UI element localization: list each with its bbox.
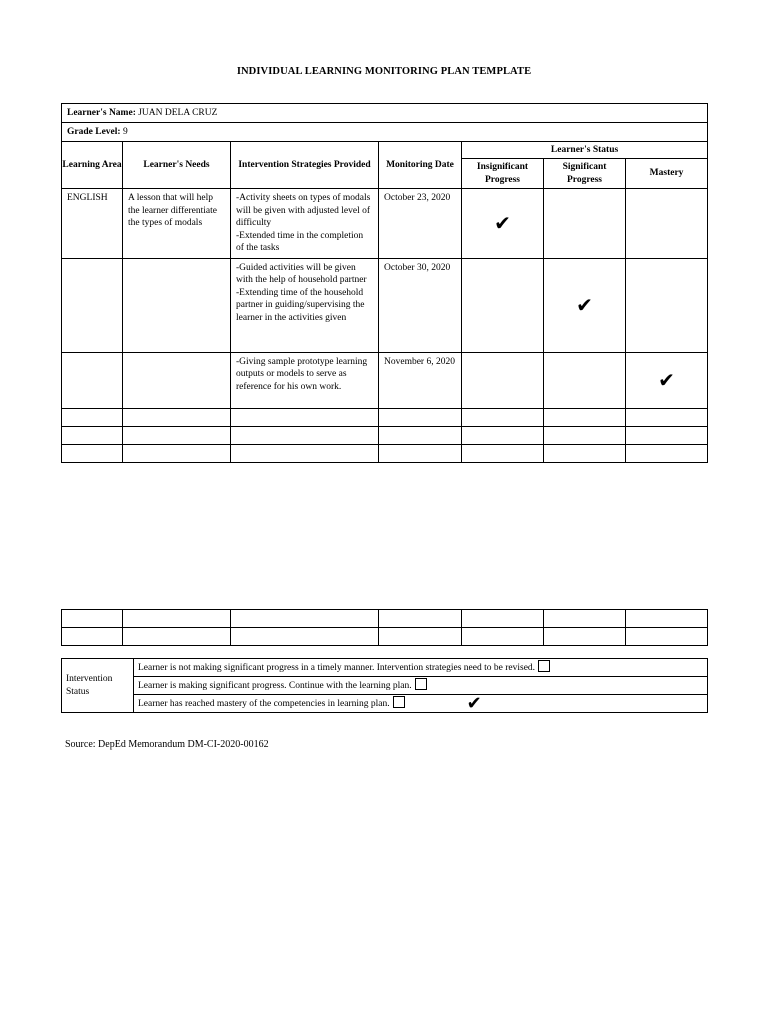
cell-learning-area [62,352,123,408]
monitoring-plan-table [61,103,708,463]
blank-table [61,609,708,646]
cell-insignificant-progress [462,189,544,259]
learner-name-value: JUAN DELA CRUZ [135,108,218,118]
table-row [62,189,708,259]
cell-significant-progress [544,189,626,259]
cell-learning-area: ENGLISH [62,189,123,259]
table-row [62,352,708,408]
table-row [62,258,708,352]
header-learning-area: Learning Area [62,142,123,189]
header-learner-needs: Learner's Needs [123,142,231,189]
empty-row [62,610,708,628]
option-text: Learner has reached mastery of the competencies in learning plan. [138,699,390,710]
header-significant-progress: Significant Progress [544,159,626,189]
checkbox-revise[interactable] [538,660,550,672]
cell-monitoring-date: October 30, 2020 [379,258,462,352]
source-note: Source: DepEd Memorandum DM-CI-2020-00162 [65,739,269,750]
checkmark-icon: ✔ [658,368,675,392]
learner-name-row [62,104,708,123]
cell-insignificant-progress [462,352,544,408]
cell-intervention-strategy: -Activity sheets on types of modals will be given with adjusted level of difficulty -Extended time in the completion of the tasks [231,189,379,259]
cell-mastery [626,189,708,259]
option-text: Learner is not making significant progress in a timely manner. Intervention strategies need to be revised. [138,663,536,674]
grade-level-label: Grade Level: [67,127,121,137]
checkbox-continue[interactable] [415,678,427,690]
grade-level-value: 9 [120,127,128,137]
cell-mastery [626,352,708,408]
cell-insignificant-progress [462,258,544,352]
intervention-option-continue [134,677,708,695]
cell-learner-needs: A lesson that will help the learner differentiate the types of modals [123,189,231,259]
intervention-status-label: Intervention Status [62,659,134,713]
document-title: INDIVIDUAL LEARNING MONITORING PLAN TEMPLATE [236,66,532,77]
header-intervention-strategies: Intervention Strategies Provided [231,142,379,189]
cell-mastery [626,258,708,352]
checkmark-icon: ✔ [576,293,593,317]
checkbox-mastery[interactable] [393,696,405,708]
intervention-option-mastery [134,695,708,713]
intervention-status-table [61,658,708,713]
option-text: Learner is making significant progress. Continue with the learning plan. [138,681,412,692]
header-learners-status: Learner's Status [462,142,708,159]
checkmark-icon: ✔ [494,211,511,236]
cell-significant-progress [544,258,626,352]
empty-row [62,628,708,646]
cell-intervention-strategy: -Guided activities will be given with the help of household partner -Extending time of the household partner in guiding/supervising the learner in the activities given [231,258,379,352]
learner-name-label: Learner's Name: [67,108,136,118]
cell-intervention-strategy: -Giving sample prototype learning outputs or models to serve as reference for his own work. [231,352,379,408]
header-monitoring-date: Monitoring Date [379,142,462,189]
empty-row [62,426,708,444]
cell-learner-needs [123,352,231,408]
checkmark-icon: ✔ [466,693,482,715]
header-mastery: Mastery [626,159,708,189]
cell-monitoring-date: November 6, 2020 [379,352,462,408]
cell-learning-area [62,258,123,352]
empty-row [62,444,708,462]
cell-learner-needs [123,258,231,352]
cell-significant-progress [544,352,626,408]
cell-monitoring-date: October 23, 2020 [379,189,462,259]
header-insignificant-progress: Insignificant Progress [462,159,544,189]
grade-level-row [62,123,708,142]
empty-row [62,408,708,426]
intervention-option-revise [134,659,708,677]
